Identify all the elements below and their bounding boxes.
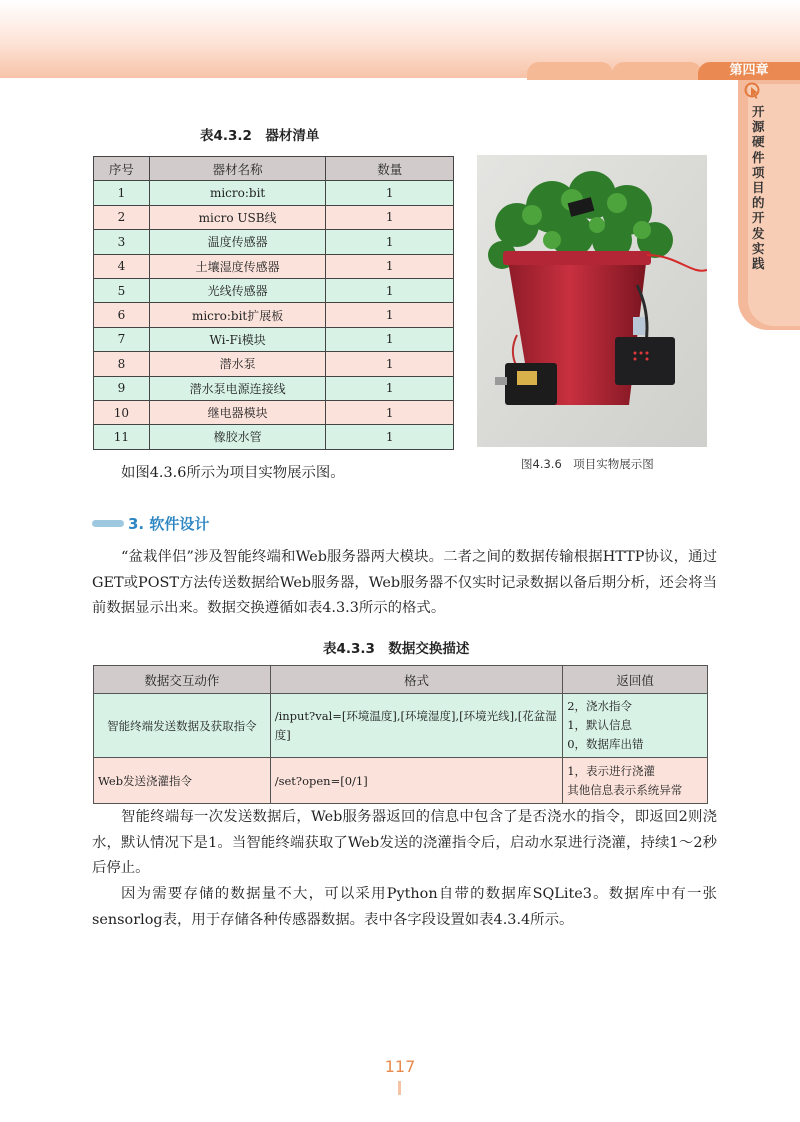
col-header-name: 器材名称 [149, 157, 326, 181]
cell-name: 光线传感器 [149, 278, 326, 302]
page-number-tick [398, 1081, 401, 1095]
table-row [94, 327, 454, 351]
table-row [94, 694, 708, 758]
table-row [94, 181, 454, 205]
cell-qty: 1 [326, 400, 454, 424]
cell-name: micro USB线 [149, 205, 326, 229]
cell-name: micro:bit [149, 181, 326, 205]
cell-name: 继电器模块 [149, 400, 326, 424]
cell-format: /set?open=[0/1] [270, 758, 563, 804]
table2-caption: 表4.3.3 数据交换描述 [323, 641, 470, 657]
header-tab-decor-2 [612, 62, 702, 80]
return-line: 1，表示进行浇灌 [567, 763, 656, 778]
section-title: 3. 软件设计 [128, 514, 210, 533]
cell-index: 7 [94, 327, 150, 351]
cell-action: Web发送浇灌指令 [94, 758, 271, 804]
table-row [94, 376, 454, 400]
cell-qty: 1 [326, 254, 454, 278]
table-row [94, 278, 454, 302]
cell-qty: 1 [326, 352, 454, 376]
table-header-row [94, 157, 454, 181]
cell-qty: 1 [326, 376, 454, 400]
paragraph-3: 因为需要存储的数据量不大，可以采用Python自带的数据库SQLite3。数据库中有一张sensorlog表，用于存储各种传感器数据。表中各字段设置如表4.3.4所示。 [92, 886, 717, 928]
chapter-pointer-icon [744, 82, 760, 100]
cell-index: 4 [94, 254, 150, 278]
section-bar-decor [92, 520, 124, 527]
table-row [94, 230, 454, 254]
materials-table [93, 156, 454, 450]
col-header-return: 返回值 [563, 666, 708, 694]
paragraph-1: “盆栽伴侣”涉及智能终端和Web服务器两大模块。二者之间的数据传输根据HTTP协议，通过GET或POST方法传送数据给Web服务器，Web服务器不仅实时记录数据以备后期分析，还会将当前数据显示出来。数据交换遵循如表4.3.3所示的格式。 [92, 549, 717, 616]
cell-name: 土壤湿度传感器 [149, 254, 326, 278]
col-header-qty: 数量 [326, 157, 454, 181]
table-row [94, 758, 708, 804]
cell-qty: 1 [326, 205, 454, 229]
cell-qty: 1 [326, 230, 454, 254]
return-line: 1，默认信息 [567, 718, 633, 732]
cell-index: 3 [94, 230, 150, 254]
cell-index: 2 [94, 205, 150, 229]
cell-index: 9 [94, 376, 150, 400]
section-heading [92, 512, 209, 534]
cell-qty: 1 [326, 278, 454, 302]
cell-qty: 1 [326, 425, 454, 449]
cell-index: 8 [94, 352, 150, 376]
table1-caption: 表4.3.2 器材清单 [200, 128, 320, 144]
cell-index: 1 [94, 181, 150, 205]
col-header-format: 格式 [270, 666, 563, 694]
page-number: 117 [384, 1057, 416, 1076]
return-line: 0，数据库出错 [567, 737, 644, 751]
figure-caption: 图4.3.6 项目实物展示图 [521, 457, 654, 471]
cell-index: 6 [94, 303, 150, 327]
cell-qty: 1 [326, 181, 454, 205]
cell-name: 潜水泵电源连接线 [149, 376, 326, 400]
cell-index: 11 [94, 425, 150, 449]
sidebar-title: 开源硬件项目的开发实践 [752, 104, 765, 272]
paragraph-2: 智能终端每一次发送数据后，Web服务器返回的信息中包含了是否浇水的指令，即返回2则浇水，默认情况下是1。当智能终端获取了Web发送的浇灌指令后，启动水泵进行浇灌，持续1～2秒后停止。 [92, 809, 717, 876]
cell-name: 温度传感器 [149, 230, 326, 254]
cell-name: micro:bit扩展板 [149, 303, 326, 327]
table-row [94, 352, 454, 376]
col-header-index: 序号 [94, 157, 150, 181]
cell-return [563, 694, 708, 758]
chapter-tab: 第四章 [698, 62, 800, 80]
table-row [94, 205, 454, 229]
cell-index: 10 [94, 400, 150, 424]
return-line: 2，浇水指令 [567, 699, 633, 713]
table-row [94, 254, 454, 278]
col-header-action: 数据交互动作 [94, 666, 271, 694]
cell-name: Wi-Fi模块 [149, 327, 326, 351]
return-line: 其他信息表示系统异常 [567, 782, 683, 797]
project-photo [477, 155, 707, 447]
header-tab-decor-1 [527, 62, 613, 80]
cell-name: 潜水泵 [149, 352, 326, 376]
cell-action: 智能终端发送数据及获取指令 [94, 694, 271, 758]
figure-reference-text: 如图4.3.6所示为项目实物展示图。 [121, 465, 345, 481]
table-row [94, 400, 454, 424]
cell-name: 橡胶水管 [149, 425, 326, 449]
exchange-table [93, 665, 708, 804]
cell-qty: 1 [326, 327, 454, 351]
cell-return [563, 758, 708, 804]
table-row [94, 303, 454, 327]
table-header-row [94, 666, 708, 694]
cell-index: 5 [94, 278, 150, 302]
cell-qty: 1 [326, 303, 454, 327]
table-row [94, 425, 454, 449]
cell-format: /input?val=[环境温度],[环境湿度],[环境光线],[花盆湿度] [270, 694, 563, 758]
